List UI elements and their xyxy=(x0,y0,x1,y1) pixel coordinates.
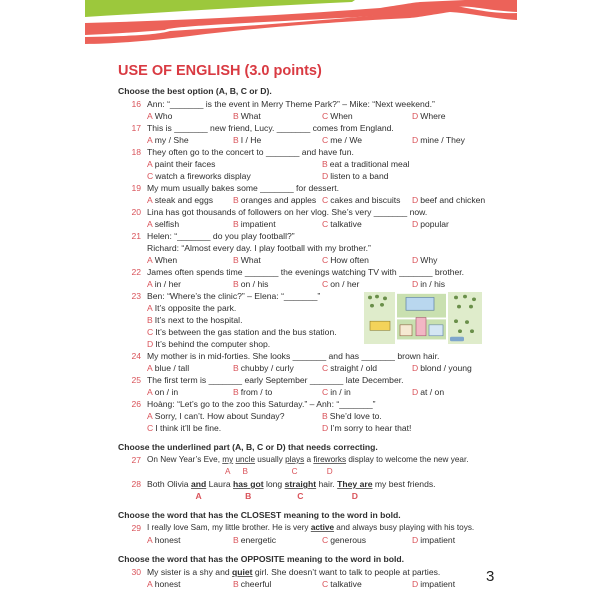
options-row xyxy=(118,278,498,290)
question-stem-line xyxy=(118,122,498,134)
underlined-part xyxy=(313,454,347,476)
option-letter: A xyxy=(147,159,153,169)
option-text: on / his xyxy=(240,279,269,289)
option-letter: A xyxy=(147,135,153,145)
question-number: 18 xyxy=(131,147,141,157)
part-spacer xyxy=(118,546,498,550)
option-text: paint their faces xyxy=(154,159,216,169)
option-C[interactable] xyxy=(147,326,337,338)
option-letter: C xyxy=(322,111,329,121)
text-segment xyxy=(253,567,441,577)
question-text: Richard: “Almost every day. I play football with my brother.” xyxy=(147,243,371,253)
question-stem-line xyxy=(118,522,498,534)
option-C[interactable] xyxy=(322,386,351,398)
part-letter-B: B xyxy=(245,491,252,501)
text-segment xyxy=(334,523,474,532)
option-letter: C xyxy=(322,195,329,205)
option-text: She’d love to. xyxy=(329,411,382,421)
option-A[interactable] xyxy=(147,254,177,266)
question-stem-line xyxy=(118,206,498,218)
option-text: I / He xyxy=(240,135,262,145)
question-29 xyxy=(118,522,498,546)
option-letter: B xyxy=(233,135,239,145)
option-C[interactable] xyxy=(322,218,362,230)
option-text: impatient xyxy=(420,535,456,545)
option-text: It’s behind the computer shop. xyxy=(155,339,271,349)
option-text: oranges and apples xyxy=(240,195,317,205)
option-text: blue / tall xyxy=(154,363,190,373)
options-row xyxy=(118,194,498,206)
question-stem-line xyxy=(118,374,498,386)
option-text: I think it’ll be fine. xyxy=(155,423,222,433)
option-B[interactable] xyxy=(233,254,261,266)
option-text: Why xyxy=(420,255,438,265)
text-segment xyxy=(206,479,233,489)
option-text: honest xyxy=(154,535,181,545)
option-letter: C xyxy=(322,279,329,289)
option-letter: D xyxy=(412,535,419,545)
question-20 xyxy=(118,206,498,230)
segment-text: plays xyxy=(285,455,305,464)
question-text: Ann: “_______ is the event in Merry Theme Park?” – Mike: “Next weekend.” xyxy=(147,99,435,109)
text-segment xyxy=(264,479,285,489)
header-banner-decoration xyxy=(0,0,600,48)
option-text: steak and eggs xyxy=(154,195,214,205)
question-stem-line xyxy=(118,478,498,501)
option-text: honest xyxy=(154,579,181,589)
segment-text: usually xyxy=(255,455,286,464)
option-letter: D xyxy=(322,423,329,433)
option-text: listen to a band xyxy=(330,171,389,181)
question-text: James often spends time _______ the evenings watching TV with _______ brother. xyxy=(147,267,465,277)
part-spacer xyxy=(118,434,498,438)
option-letter: A xyxy=(147,535,153,545)
option-letter: B xyxy=(233,279,239,289)
option-text: me / We xyxy=(330,135,363,145)
question-text: This is _______ new friend, Lucy. _______ comes from England. xyxy=(147,123,394,133)
segment-text: my xyxy=(222,455,234,464)
option-letter: D xyxy=(412,135,419,145)
underlined-part xyxy=(232,566,253,578)
question-stem-line xyxy=(118,242,498,254)
question-text xyxy=(147,522,474,534)
options-row xyxy=(118,386,498,398)
option-letter: C xyxy=(322,255,329,265)
option-letter: B xyxy=(233,111,239,121)
question-text: Helen: “_______ do you play football?” xyxy=(147,231,295,241)
option-text: When xyxy=(154,255,178,265)
option-D[interactable] xyxy=(412,218,449,230)
question-19 xyxy=(118,182,498,206)
option-letter: A xyxy=(147,411,153,421)
option-letter: C xyxy=(322,579,329,589)
text-segment xyxy=(316,479,337,489)
option-letter: A xyxy=(147,387,153,397)
option-D[interactable] xyxy=(412,578,455,590)
option-letter: D xyxy=(412,111,419,121)
option-D[interactable] xyxy=(322,170,389,182)
option-letter: C xyxy=(322,363,329,373)
option-A[interactable] xyxy=(147,278,181,290)
segment-text: and xyxy=(190,479,207,489)
segment-text: quiet xyxy=(232,567,253,577)
option-letter: B xyxy=(233,255,239,265)
option-B[interactable] xyxy=(233,194,316,206)
underlined-part xyxy=(337,478,373,501)
option-A[interactable] xyxy=(147,362,189,374)
letter-row xyxy=(118,490,498,502)
option-text: mine / They xyxy=(420,135,465,145)
segment-text: Both Olivia xyxy=(147,479,191,489)
option-letter: B xyxy=(233,195,239,205)
option-letter: C xyxy=(322,219,329,229)
option-letter: A xyxy=(147,303,153,313)
option-text: selfish xyxy=(154,219,180,229)
option-letter: D xyxy=(412,195,419,205)
option-C[interactable] xyxy=(147,170,251,182)
option-A[interactable] xyxy=(147,386,178,398)
option-letter: D xyxy=(412,219,419,229)
option-C[interactable] xyxy=(147,422,221,434)
option-text: straight / old xyxy=(330,363,378,373)
underlined-part xyxy=(233,478,264,501)
option-text: cheerful xyxy=(240,579,272,589)
option-text: When xyxy=(330,111,353,121)
option-A[interactable] xyxy=(147,110,172,122)
options-row xyxy=(118,410,498,422)
option-text: at / on xyxy=(420,387,445,397)
option-B[interactable] xyxy=(322,410,382,422)
option-text: It’s opposite the park. xyxy=(154,303,237,313)
part-instruction: Choose the word that has the CLOSEST meaning to the word in bold. xyxy=(118,510,401,520)
option-text: Where xyxy=(420,111,446,121)
option-letter: C xyxy=(147,327,154,337)
text-segment xyxy=(147,455,222,464)
option-text: my / She xyxy=(154,135,189,145)
part-letter-B: B xyxy=(242,467,248,476)
segment-text: I really love Sam, my little brother. He is very xyxy=(147,523,311,532)
option-B[interactable] xyxy=(233,110,261,122)
option-A[interactable] xyxy=(147,134,189,146)
segment-text: my best friends. xyxy=(372,479,436,489)
option-D[interactable] xyxy=(412,278,445,290)
option-text: energetic xyxy=(240,535,277,545)
question-text: My mother is in mid-forties. She looks _______ and has _______ brown hair. xyxy=(147,351,440,361)
options-row xyxy=(118,534,498,546)
part-spacer xyxy=(118,502,498,506)
question-30 xyxy=(118,566,498,590)
option-A[interactable] xyxy=(147,534,181,546)
underlined-part xyxy=(235,454,256,476)
text-segment xyxy=(373,479,436,489)
town-map-illustration xyxy=(364,292,482,344)
option-text: cakes and biscuits xyxy=(330,195,401,205)
option-text: talkative xyxy=(330,219,362,229)
part-letter-D: D xyxy=(351,491,358,501)
question-text: Hoàng: “Let’s go to the zoo this Saturday.” – Anh: “_______” xyxy=(147,399,376,409)
underlined-part xyxy=(222,454,234,476)
part-instruction: Choose the word that has the OPPOSITE meaning to the word in bold. xyxy=(118,554,404,564)
question-stem-line xyxy=(118,398,498,410)
option-text: talkative xyxy=(330,579,362,589)
option-A[interactable] xyxy=(147,410,285,422)
options-row xyxy=(118,254,498,266)
option-A[interactable] xyxy=(147,578,181,590)
option-text: from / to xyxy=(240,387,273,397)
option-B[interactable] xyxy=(233,386,272,398)
option-letter: B xyxy=(233,387,239,397)
option-text: in / in xyxy=(330,387,351,397)
option-letter: A xyxy=(147,219,153,229)
option-C[interactable] xyxy=(322,534,366,546)
option-text: watch a fireworks display xyxy=(155,171,251,181)
section-title: USE OF ENGLISH (3.0 points) xyxy=(118,63,322,79)
question-number: 19 xyxy=(131,183,141,193)
option-D[interactable] xyxy=(147,338,270,350)
option-text: It’s between the gas station and the bus station. xyxy=(155,327,337,337)
question-number: 25 xyxy=(131,375,141,385)
segment-text: On New Year’s Eve, xyxy=(147,455,223,464)
part-letter-A: A xyxy=(195,491,202,501)
question-number: 28 xyxy=(131,479,141,489)
question-text: Lina has got thousands of followers on her vlog. She’s very _______ now. xyxy=(147,207,428,217)
options-row xyxy=(118,218,498,230)
option-C[interactable] xyxy=(322,194,400,206)
question-16 xyxy=(118,98,498,122)
question-stem-line xyxy=(118,266,498,278)
question-number: 20 xyxy=(131,207,141,217)
option-letter: C xyxy=(322,535,329,545)
option-text: on / her xyxy=(330,279,360,289)
option-letter: B xyxy=(147,315,153,325)
question-text: Ben: “Where’s the clinic?” – Elena: “_______” xyxy=(147,291,321,301)
segment-text: and always busy playing with his toys. xyxy=(334,523,475,532)
option-A[interactable] xyxy=(147,158,215,170)
option-text: How often xyxy=(330,255,369,265)
question-number: 21 xyxy=(131,231,141,241)
options-row xyxy=(118,110,498,122)
option-letter: C xyxy=(147,423,154,433)
segment-text: girl. She doesn’t want to talk to people at parties. xyxy=(252,567,441,577)
question-stem-line xyxy=(118,182,498,194)
options-row xyxy=(118,170,498,182)
question-stem-line xyxy=(118,98,498,110)
option-letter: B xyxy=(233,579,239,589)
question-text: They often go to the concert to _______ and have fun. xyxy=(147,147,354,157)
option-text: What xyxy=(240,111,261,121)
part-instruction: Choose the best option (A, B, C or D). xyxy=(118,86,272,96)
option-D[interactable] xyxy=(412,254,437,266)
option-B[interactable] xyxy=(233,278,268,290)
text-segment xyxy=(255,455,285,464)
option-text: popular xyxy=(420,219,449,229)
underlined-part xyxy=(285,454,305,476)
option-D[interactable] xyxy=(412,386,444,398)
part-instruction: Choose the underlined part (A, B, C or D) that needs correcting. xyxy=(118,442,378,452)
option-letter: C xyxy=(322,387,329,397)
option-letter: D xyxy=(412,579,419,589)
option-A[interactable] xyxy=(147,218,179,230)
segment-text: fireworks xyxy=(313,455,347,464)
option-D[interactable] xyxy=(412,362,472,374)
segment-text: active xyxy=(310,523,335,532)
question-text xyxy=(147,478,436,501)
letter-row xyxy=(118,466,498,478)
question-18 xyxy=(118,146,498,182)
option-letter: D xyxy=(412,279,419,289)
option-letter: C xyxy=(322,135,329,145)
option-text: impatient xyxy=(420,579,456,589)
option-letter: A xyxy=(147,255,153,265)
option-A[interactable] xyxy=(147,302,236,314)
options-row xyxy=(118,158,498,170)
question-stem-line xyxy=(118,454,498,476)
option-text: in / his xyxy=(420,279,446,289)
question-28 xyxy=(118,478,498,502)
option-letter: A xyxy=(147,111,153,121)
question-text: The first term is _______ early September _______ late December. xyxy=(147,375,404,385)
option-A[interactable] xyxy=(147,194,213,206)
page-number: 3 xyxy=(486,568,495,585)
segment-text: display to welcome the new year. xyxy=(346,455,469,464)
segment-text: Laura xyxy=(206,479,233,489)
question-number: 16 xyxy=(131,99,141,109)
underlined-part xyxy=(284,478,317,501)
option-D[interactable] xyxy=(322,422,411,434)
text-segment xyxy=(346,455,468,464)
segment-text: straight xyxy=(284,479,317,489)
option-text: Who xyxy=(154,111,173,121)
question-number: 24 xyxy=(131,351,141,361)
segment-text: uncle xyxy=(235,455,256,464)
option-B[interactable] xyxy=(322,158,410,170)
segment-text: a xyxy=(304,455,314,464)
question-stem-line xyxy=(118,350,498,362)
option-letter: A xyxy=(147,279,153,289)
options-row xyxy=(118,422,498,434)
option-letter: D xyxy=(147,339,154,349)
question-number: 23 xyxy=(131,291,141,301)
question-17 xyxy=(118,122,498,146)
option-B[interactable] xyxy=(147,314,242,326)
options-row xyxy=(118,578,498,590)
option-letter: D xyxy=(412,363,419,373)
option-text: It’s next to the hospital. xyxy=(154,315,243,325)
text-segment xyxy=(304,455,313,464)
option-text: generous xyxy=(330,535,367,545)
option-B[interactable] xyxy=(233,134,261,146)
option-text: impatient xyxy=(240,219,276,229)
options-row xyxy=(118,362,498,374)
question-text: My mum usually bakes some _______ for dessert. xyxy=(147,183,340,193)
option-C[interactable] xyxy=(322,254,369,266)
option-D[interactable] xyxy=(412,534,455,546)
part-letter-A: A xyxy=(224,467,231,476)
option-C[interactable] xyxy=(322,578,362,590)
question-26 xyxy=(118,398,498,434)
question-number: 26 xyxy=(131,399,141,409)
option-letter: B xyxy=(233,535,239,545)
option-text: Sorry, I can’t. How about Sunday? xyxy=(154,411,285,421)
option-B[interactable] xyxy=(233,362,294,374)
text-segment xyxy=(147,523,311,532)
option-D[interactable] xyxy=(412,194,485,206)
option-text: chubby / curly xyxy=(240,363,294,373)
option-letter: A xyxy=(147,363,153,373)
option-D[interactable] xyxy=(412,134,465,146)
option-text: eat a traditional meal xyxy=(329,159,410,169)
question-stem-line xyxy=(118,146,498,158)
option-C[interactable] xyxy=(322,362,377,374)
option-letter: A xyxy=(147,579,153,589)
option-C[interactable] xyxy=(322,134,362,146)
question-stem-line xyxy=(118,230,498,242)
segment-text: My sister is a shy and xyxy=(147,567,233,577)
text-segment xyxy=(147,479,191,489)
option-letter: D xyxy=(322,171,329,181)
question-22 xyxy=(118,266,498,290)
part-letter-C: C xyxy=(297,491,304,501)
question-number: 22 xyxy=(131,267,141,277)
question-number: 27 xyxy=(131,455,141,465)
option-text: on / in xyxy=(154,387,179,397)
part-letter-C: C xyxy=(291,467,298,476)
segment-text: has got xyxy=(233,479,264,489)
text-segment xyxy=(147,567,232,577)
option-B[interactable] xyxy=(233,534,276,546)
option-B[interactable] xyxy=(233,218,276,230)
option-C[interactable] xyxy=(322,110,353,122)
option-letter: B xyxy=(322,411,328,421)
segment-text: hair. xyxy=(316,479,338,489)
question-27 xyxy=(118,454,498,478)
question-text xyxy=(147,566,440,578)
question-21 xyxy=(118,230,498,266)
option-B[interactable] xyxy=(233,578,271,590)
option-text: in / her xyxy=(154,279,182,289)
segment-text: They are xyxy=(337,479,373,489)
question-text xyxy=(147,454,469,476)
option-D[interactable] xyxy=(412,110,446,122)
question-number: 29 xyxy=(131,523,141,533)
options-row xyxy=(118,134,498,146)
option-letter: A xyxy=(147,195,153,205)
option-letter: B xyxy=(322,159,328,169)
option-letter: D xyxy=(412,255,419,265)
question-25 xyxy=(118,374,498,398)
option-C[interactable] xyxy=(322,278,359,290)
segment-text: long xyxy=(263,479,285,489)
option-text: What xyxy=(240,255,261,265)
part-letter-D: D xyxy=(326,467,333,476)
option-text: beef and chicken xyxy=(420,195,486,205)
question-number: 30 xyxy=(131,567,141,577)
option-letter: B xyxy=(233,219,239,229)
underlined-part xyxy=(190,478,207,501)
option-letter: C xyxy=(147,171,154,181)
question-24 xyxy=(118,350,498,374)
option-letter: D xyxy=(412,387,419,397)
option-letter: B xyxy=(233,363,239,373)
question-number: 17 xyxy=(131,123,141,133)
question-stem-line xyxy=(118,566,498,578)
option-text: I’m sorry to hear that! xyxy=(330,423,412,433)
underlined-part xyxy=(311,522,334,534)
option-text: blond / young xyxy=(420,363,472,373)
